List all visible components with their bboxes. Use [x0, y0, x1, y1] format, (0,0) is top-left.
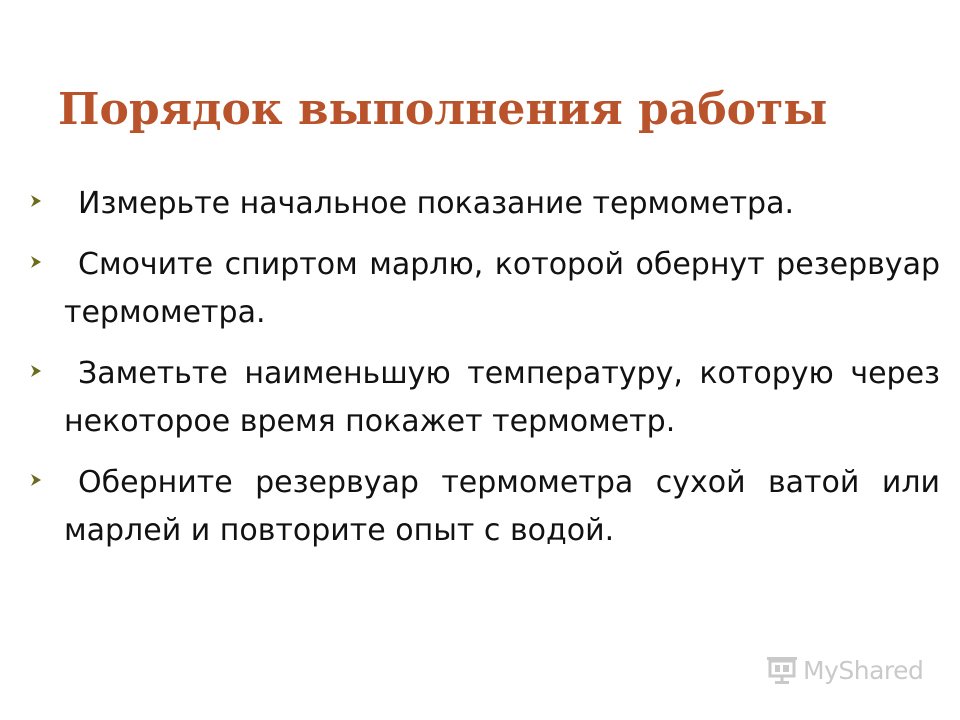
list-item — [64, 180, 940, 228]
projector-screen-icon — [765, 655, 799, 685]
list-item — [64, 350, 940, 446]
list-item — [64, 241, 940, 337]
arrow-bullet-icon — [30, 255, 42, 269]
step-text: Смочите спиртом марлю, которой обернут резервуар термометра. — [64, 247, 940, 330]
list-item — [64, 459, 940, 555]
arrow-bullet-icon — [30, 194, 42, 208]
arrow-bullet-icon — [30, 473, 42, 487]
arrow-bullet-icon — [30, 364, 42, 378]
steps-list — [0, 180, 960, 568]
step-text: Заметьте наименьшую температуру, которую через некоторое время покажет термометр. — [64, 356, 940, 439]
slide-title: Порядок выполнения работы — [58, 84, 828, 135]
watermark-text: MyShared — [803, 655, 924, 685]
myshared-watermark[interactable] — [765, 655, 923, 685]
step-text: Оберните резервуар термометра сухой ватой или марлей и повторите опыт с водой. — [64, 465, 940, 548]
step-text: Измерьте начальное показание термометра. — [78, 186, 795, 221]
